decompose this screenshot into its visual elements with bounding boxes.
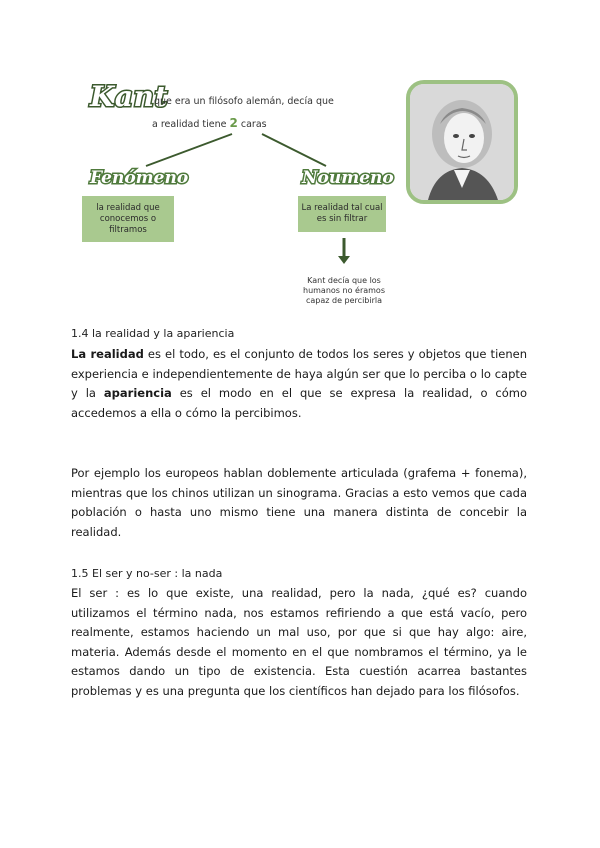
noumeno-title: Noumeno bbox=[302, 168, 394, 188]
kant-portrait bbox=[406, 80, 518, 204]
fenomeno-title: Fenómeno bbox=[90, 168, 189, 188]
noumeno-box: La realidad tal cual es sin filtrar bbox=[298, 196, 386, 232]
kant-line-1: que era un filósofo alemán, decía que bbox=[154, 96, 334, 107]
kant-title: Kant bbox=[90, 80, 168, 113]
section-1-4-paragraph-2: Por ejemplo los europeos hablan doblemente articulada (grafema + fonema), mientras que los chinos utilizan un sinograma. Gracias a esto vemos que cada población o hasta uno mismo tiene una manera distinta de concebir la realidad. bbox=[71, 466, 527, 539]
section-1-4-heading: 1.4 la realidad y la apariencia bbox=[71, 327, 235, 340]
section-1-4-paragraph-1: La realidad es el todo, es el conjunto de todos los seres y objetos que tienen experiencia e independientemente de haya algún ser que lo perciba o lo capte y la apariencia es el modo en el que se expresa la realidad, o cómo accedemos a ella o cómo la percibimos. bbox=[71, 347, 528, 420]
kant-note: Kant decía que los humanos no éramos capaz de percibirla bbox=[303, 276, 385, 305]
kant-line-2: a realidad tiene 2 caras bbox=[152, 116, 267, 130]
fenomeno-box: la realidad que conocemos o filtramos bbox=[82, 196, 174, 242]
section-1-5-paragraph: El ser : es lo que existe, una realidad, pero la nada, ¿qué es? cuando utilizamos el término nada, nos estamos refiriendo a que está vacío, pero realmente, estamos haciendo un mal uso, por que si que hay algo: aire, materia. Además desde el momento en el que nombramos el término, ya le estamos dando un tipo de existencia. Esta cuestión acarrea bastantes problemas y es una pregunta que los científicos han dejado para los filósofos. bbox=[71, 586, 527, 698]
portrait-image bbox=[410, 84, 514, 200]
section-1-5-heading: 1.5 El ser y no-ser : la nada bbox=[71, 567, 223, 580]
